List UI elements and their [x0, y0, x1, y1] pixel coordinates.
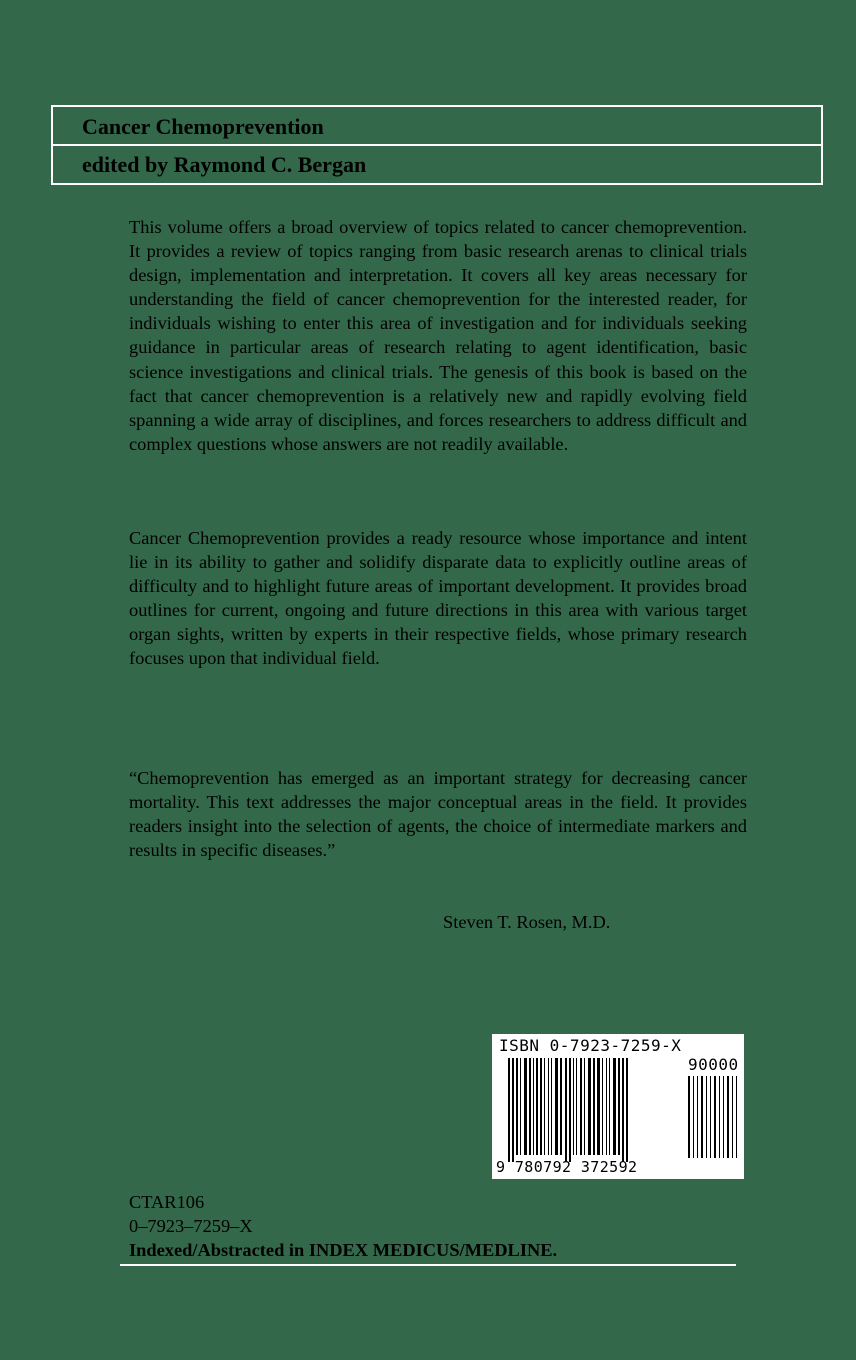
- barcode-bar: [719, 1076, 720, 1158]
- footer-rule: [120, 1264, 736, 1266]
- barcode-bar: [512, 1058, 514, 1162]
- barcode-bar: [540, 1058, 542, 1155]
- barcode-bar: [536, 1058, 538, 1155]
- description-paragraph-2: Cancer Chemoprevention provides a ready resource whose importance and intent lie in its ability to gather and solidify disparate data to explicitly outline areas of difficulty and to highlight future areas of important development. It provides broad outlines for current, ongoing and future directions in this area with various target organ sights, written by experts in their respective fields, whose primary research focuses upon that individual field.: [129, 528, 747, 669]
- barcode-ean-digits: 9 780792 372592: [496, 1158, 638, 1176]
- quote-author: Steven T. Rosen, M.D.: [443, 912, 611, 932]
- barcode-bar: [618, 1058, 620, 1155]
- barcode-addon-digits: 90000: [688, 1055, 739, 1074]
- book-editor: edited by Raymond C. Bergan: [82, 152, 367, 177]
- barcode-isbn-label: ISBN 0-7923-7259-X: [499, 1036, 682, 1055]
- barcode-bar: [576, 1058, 577, 1155]
- barcode-bar: [602, 1058, 603, 1155]
- title-divider: [53, 144, 821, 146]
- barcode-bar: [569, 1058, 571, 1162]
- barcode-bar: [516, 1058, 518, 1155]
- footer-isbn: 0–7923–7259–X: [129, 1216, 253, 1236]
- barcode-bar: [597, 1058, 600, 1155]
- barcode-bar: [584, 1058, 585, 1155]
- barcode-bar: [520, 1058, 521, 1155]
- barcode-bar: [588, 1058, 591, 1155]
- barcode-bar: [723, 1076, 724, 1158]
- indexing-note: Indexed/Abstracted in INDEX MEDICUS/MEDLINE.: [129, 1240, 558, 1260]
- barcode-bar: [622, 1058, 624, 1162]
- barcode-bar: [548, 1058, 549, 1155]
- barcode-bar: [555, 1058, 558, 1155]
- barcode-bar: [710, 1076, 711, 1158]
- barcode-bar: [508, 1058, 510, 1162]
- barcode-bar: [609, 1058, 610, 1155]
- barcode-bar: [593, 1058, 595, 1155]
- barcode-bar: [736, 1076, 737, 1158]
- barcode-bar: [626, 1058, 628, 1162]
- barcode-bar: [573, 1058, 574, 1155]
- barcode-bar: [533, 1058, 534, 1155]
- barcode-bar: [524, 1058, 527, 1155]
- barcode-bar: [565, 1058, 567, 1162]
- barcode-bar: [529, 1058, 531, 1155]
- barcode-bar: [613, 1058, 616, 1155]
- barcode-bar: [697, 1076, 698, 1158]
- barcode-bar: [732, 1076, 733, 1158]
- barcode-bar: [693, 1076, 694, 1158]
- barcode-bar: [701, 1076, 703, 1158]
- barcode-bar: [560, 1058, 562, 1155]
- isbn-barcode: [492, 1034, 744, 1179]
- description-paragraph-1: This volume offers a broad overview of topics related to cancer chemoprevention. It provides a review of topics ranging from basic research arenas to clinical trials design, implementation and interpretation. It covers all key areas necessary for understanding the field of cancer chemoprevention for the interested reader, for individuals wishing to enter this area of investigation and for individuals seeking guidance in particular areas of research relating to agent identification, basic science investigations and clinical trials. The genesis of this book is based on the fact that cancer chemoprevention is a relatively new and rapidly evolving field spanning a wide array of disciplines, and forces researchers to address difficult and complex questions whose answers are not readily available.: [129, 217, 747, 454]
- endorsement-quote: “Chemoprevention has emerged as an important strategy for decreasing cancer mortality. This text addresses the major conceptual areas in the field. It provides readers insight into the selection of agents, the choice of intermediate markers and results in specific diseases.”: [129, 768, 747, 861]
- barcode-bar: [580, 1058, 582, 1155]
- barcode-bar: [714, 1076, 716, 1158]
- title-box: [51, 105, 823, 185]
- barcode-bar: [688, 1076, 690, 1158]
- book-title: Cancer Chemoprevention: [82, 114, 324, 139]
- barcode-bar: [551, 1058, 552, 1155]
- barcode-bar: [706, 1076, 707, 1158]
- series-code: CTAR106: [129, 1192, 205, 1212]
- barcode-bar: [544, 1058, 545, 1155]
- barcode-bar: [606, 1058, 607, 1155]
- barcode-bar: [727, 1076, 729, 1158]
